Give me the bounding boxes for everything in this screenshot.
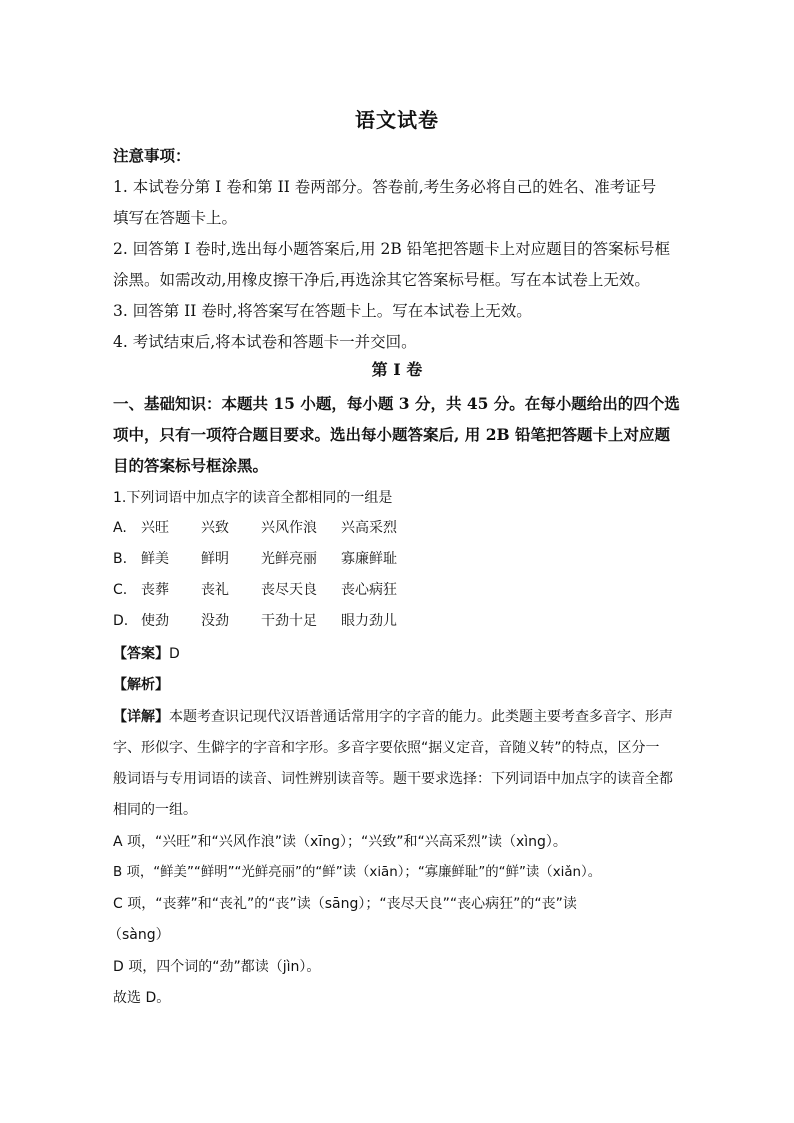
option-word: 眼力劲儿: [341, 613, 397, 629]
question-stem: 1.下列词语中加点字的读音全都相同的一组是: [113, 490, 393, 506]
option-word: 光鲜亮丽: [261, 551, 317, 567]
option-word: 兴致: [201, 520, 229, 536]
part1-instruction: 项中，只有一项符合题目要求。选出每小题答案后, 用 2B 铅笔把答题卡上对应题: [113, 425, 670, 444]
answer-label: 【答案】: [113, 646, 169, 662]
analysis-item: B 项，“鲜美”“鲜明”“光鲜亮丽”的“鲜”读（xiān）；“寡廉鲜耻”的“鲜”读（xiǎn）。: [113, 865, 602, 880]
answer-line: [113, 644, 180, 664]
option-word: 没劲: [201, 613, 229, 629]
option-word: 丧尽天良: [261, 582, 317, 598]
page-title: 语文试卷: [355, 108, 439, 132]
option-word: 兴旺: [141, 520, 169, 536]
detail-line: 相同的一组。: [113, 802, 197, 818]
option-word: 鲜明: [201, 551, 229, 567]
analysis-item: D 项，四个词的“劲”都读（jìn）。: [113, 959, 321, 975]
option-label: B.: [113, 551, 128, 567]
option-label: D.: [113, 613, 129, 629]
notice-line: 4. 考试结束后,将本试卷和答题卡一并交回。: [113, 333, 417, 351]
option-word: 丧葬: [141, 582, 169, 598]
analysis-item: （sàng）: [108, 927, 170, 943]
part1-instruction: 一、基础知识：本题共 15 小题，每小题 3 分，共 45 分。在每小题给出的四个选: [113, 394, 680, 413]
detail-line: 般词语与专用词语的读音、词性辨别读音等。题干要求选择：下列词语中加点字的读音全都: [113, 771, 673, 787]
analysis-item: A 项，“兴旺”和“兴风作浪”读（xīng）；“兴致”和“兴高采烈”读（xìng）。: [113, 834, 567, 850]
notice-line: 1. 本试卷分第 I 卷和第 II 卷两部分。答卷前,考生务必将自己的姓名、准考证号: [113, 178, 657, 196]
detail-line: [113, 707, 673, 727]
option-word: 使劲: [141, 613, 169, 629]
option-c: [113, 580, 397, 600]
option-word: 寡廉鲜耻: [341, 551, 397, 567]
option-label: A.: [113, 520, 127, 536]
notice-heading: 注意事项：: [113, 146, 191, 165]
answer-value: D: [169, 646, 180, 662]
option-word: 兴高采烈: [341, 520, 397, 536]
part1-instruction: 目的答案标号框涂黑。: [113, 456, 269, 475]
option-word: 丧礼: [201, 582, 229, 598]
option-d: [113, 611, 397, 631]
option-word: 干劲十足: [261, 613, 317, 629]
notice-line: 涂黑。如需改动,用橡皮擦干净后,再选涂其它答案标号框。写在本试卷上无效。: [113, 271, 650, 289]
option-word: 鲜美: [141, 551, 169, 567]
analysis-label: 【解析】: [113, 677, 169, 693]
detail-line: 字、形似字、生僻字的字音和字形。多音字要依照“据义定音，音随义转”的特点，区分一: [113, 740, 660, 756]
analysis-item: 故选 D。: [113, 990, 171, 1006]
option-word: 兴风作浪: [261, 520, 317, 536]
section-title: 第 I 卷: [371, 360, 423, 379]
notice-line: 2. 回答第 I 卷时,选出每小题答案后,用 2B 铅笔把答题卡上对应题目的答案标号框: [113, 240, 671, 258]
option-a: [113, 518, 397, 538]
option-b: [113, 549, 397, 569]
notice-line: 填写在答题卡上。: [113, 209, 238, 227]
option-label: C.: [113, 582, 128, 598]
option-word: 丧心病狂: [341, 582, 397, 598]
analysis-item: C 项，“丧葬”和“丧礼”的“丧”读（sāng）；“丧尽天良”“丧心病狂”的“丧”读: [113, 896, 577, 912]
notice-line: 3. 回答第 II 卷时,将答案写在答题卡上。写在本试卷上无效。: [113, 302, 532, 320]
detail-label: 【详解】: [113, 709, 169, 725]
detail-text: 本题考查识记现代汉语普通话常用字的字音的能力。此类题主要考查多音字、形声: [169, 709, 673, 725]
